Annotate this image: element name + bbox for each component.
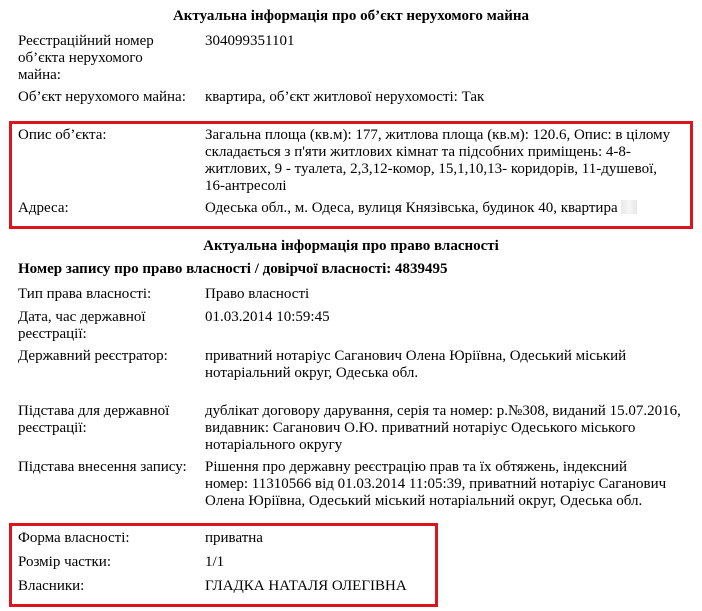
object-label: Об’єкт нерухомого майна: xyxy=(18,89,186,105)
basis-label: Підстава для державної реєстрації: xyxy=(18,403,170,436)
address-label: Адреса: xyxy=(18,200,69,216)
ownership-type-value: Право власності xyxy=(205,286,310,302)
share-label: Розмір частки: xyxy=(18,554,111,570)
reg-date-value: 01.03.2014 10:59:45 xyxy=(205,309,330,325)
ownership-type-label: Тип права власності: xyxy=(18,286,152,302)
form-label: Форма власності: xyxy=(18,530,130,546)
reg-date-label: Дата, час державної реєстрації: xyxy=(18,309,146,342)
form-value: приватна xyxy=(205,530,263,546)
address-value: Одеська обл., м. Одеса, вулиця Князівська, будинок 40, квартира xyxy=(205,200,618,216)
object-value: квартира, об’єкт житлової нерухомості: Так xyxy=(205,89,485,105)
entry-basis-value: Рішення про державну реєстрацію прав та їх обтяжень, індексний номер: 11310566 від 01.03.2014 11:05:39, приватний нотаріус Саганович Олена Юріївна, Одеський міський нотаріальний округ, Одеська обл. xyxy=(205,459,667,509)
redacted-mark xyxy=(621,200,637,214)
share-value: 1/1 xyxy=(205,554,225,570)
section-title-property: Актуальна інформація про об’єкт нерухомого майна xyxy=(172,8,530,24)
description-label: Опис об’єкта: xyxy=(18,127,107,143)
description-value: Загальна площа (кв.м): 177, житлова площа (кв.м): 120.6, Опис: в цілому складається з п'яти житлових кімнат та підсобних приміщень: 4-8-житлових, 9 - туалета, 2,3,12-комор, 15,1,10,13- коридорів, 11-душевої, 16-антресолі xyxy=(205,127,671,194)
entry-basis-label: Підстава внесення запису: xyxy=(18,459,187,475)
registrar-value: приватний нотаріус Саганович Олена Юріївна, Одеський міський нотаріальний округ, Одеська обл. xyxy=(205,348,627,381)
reg-number-value: 304099351101 xyxy=(205,33,295,49)
address-row xyxy=(205,200,685,217)
owners-label: Власники: xyxy=(18,578,85,594)
reg-number-label: Реєстраційний номер об’єкта нерухомого майна: xyxy=(18,33,154,83)
registrar-label: Державний реєстратор: xyxy=(18,348,168,364)
ownership-record-number: Номер запису про право власності / довірчої власності: 4839495 xyxy=(18,261,448,277)
basis-value: дублікат договору дарування, серія та номер: р.№308, виданий 15.07.2016, видавник: Саганович О.Ю. приватний нотаріус Одеського міського нотаріального округу xyxy=(205,403,681,453)
section-title-ownership: Актуальна інформація про право власності xyxy=(203,238,499,254)
owners-value: ГЛАДКА НАТАЛЯ ОЛЕГІВНА xyxy=(205,578,407,594)
